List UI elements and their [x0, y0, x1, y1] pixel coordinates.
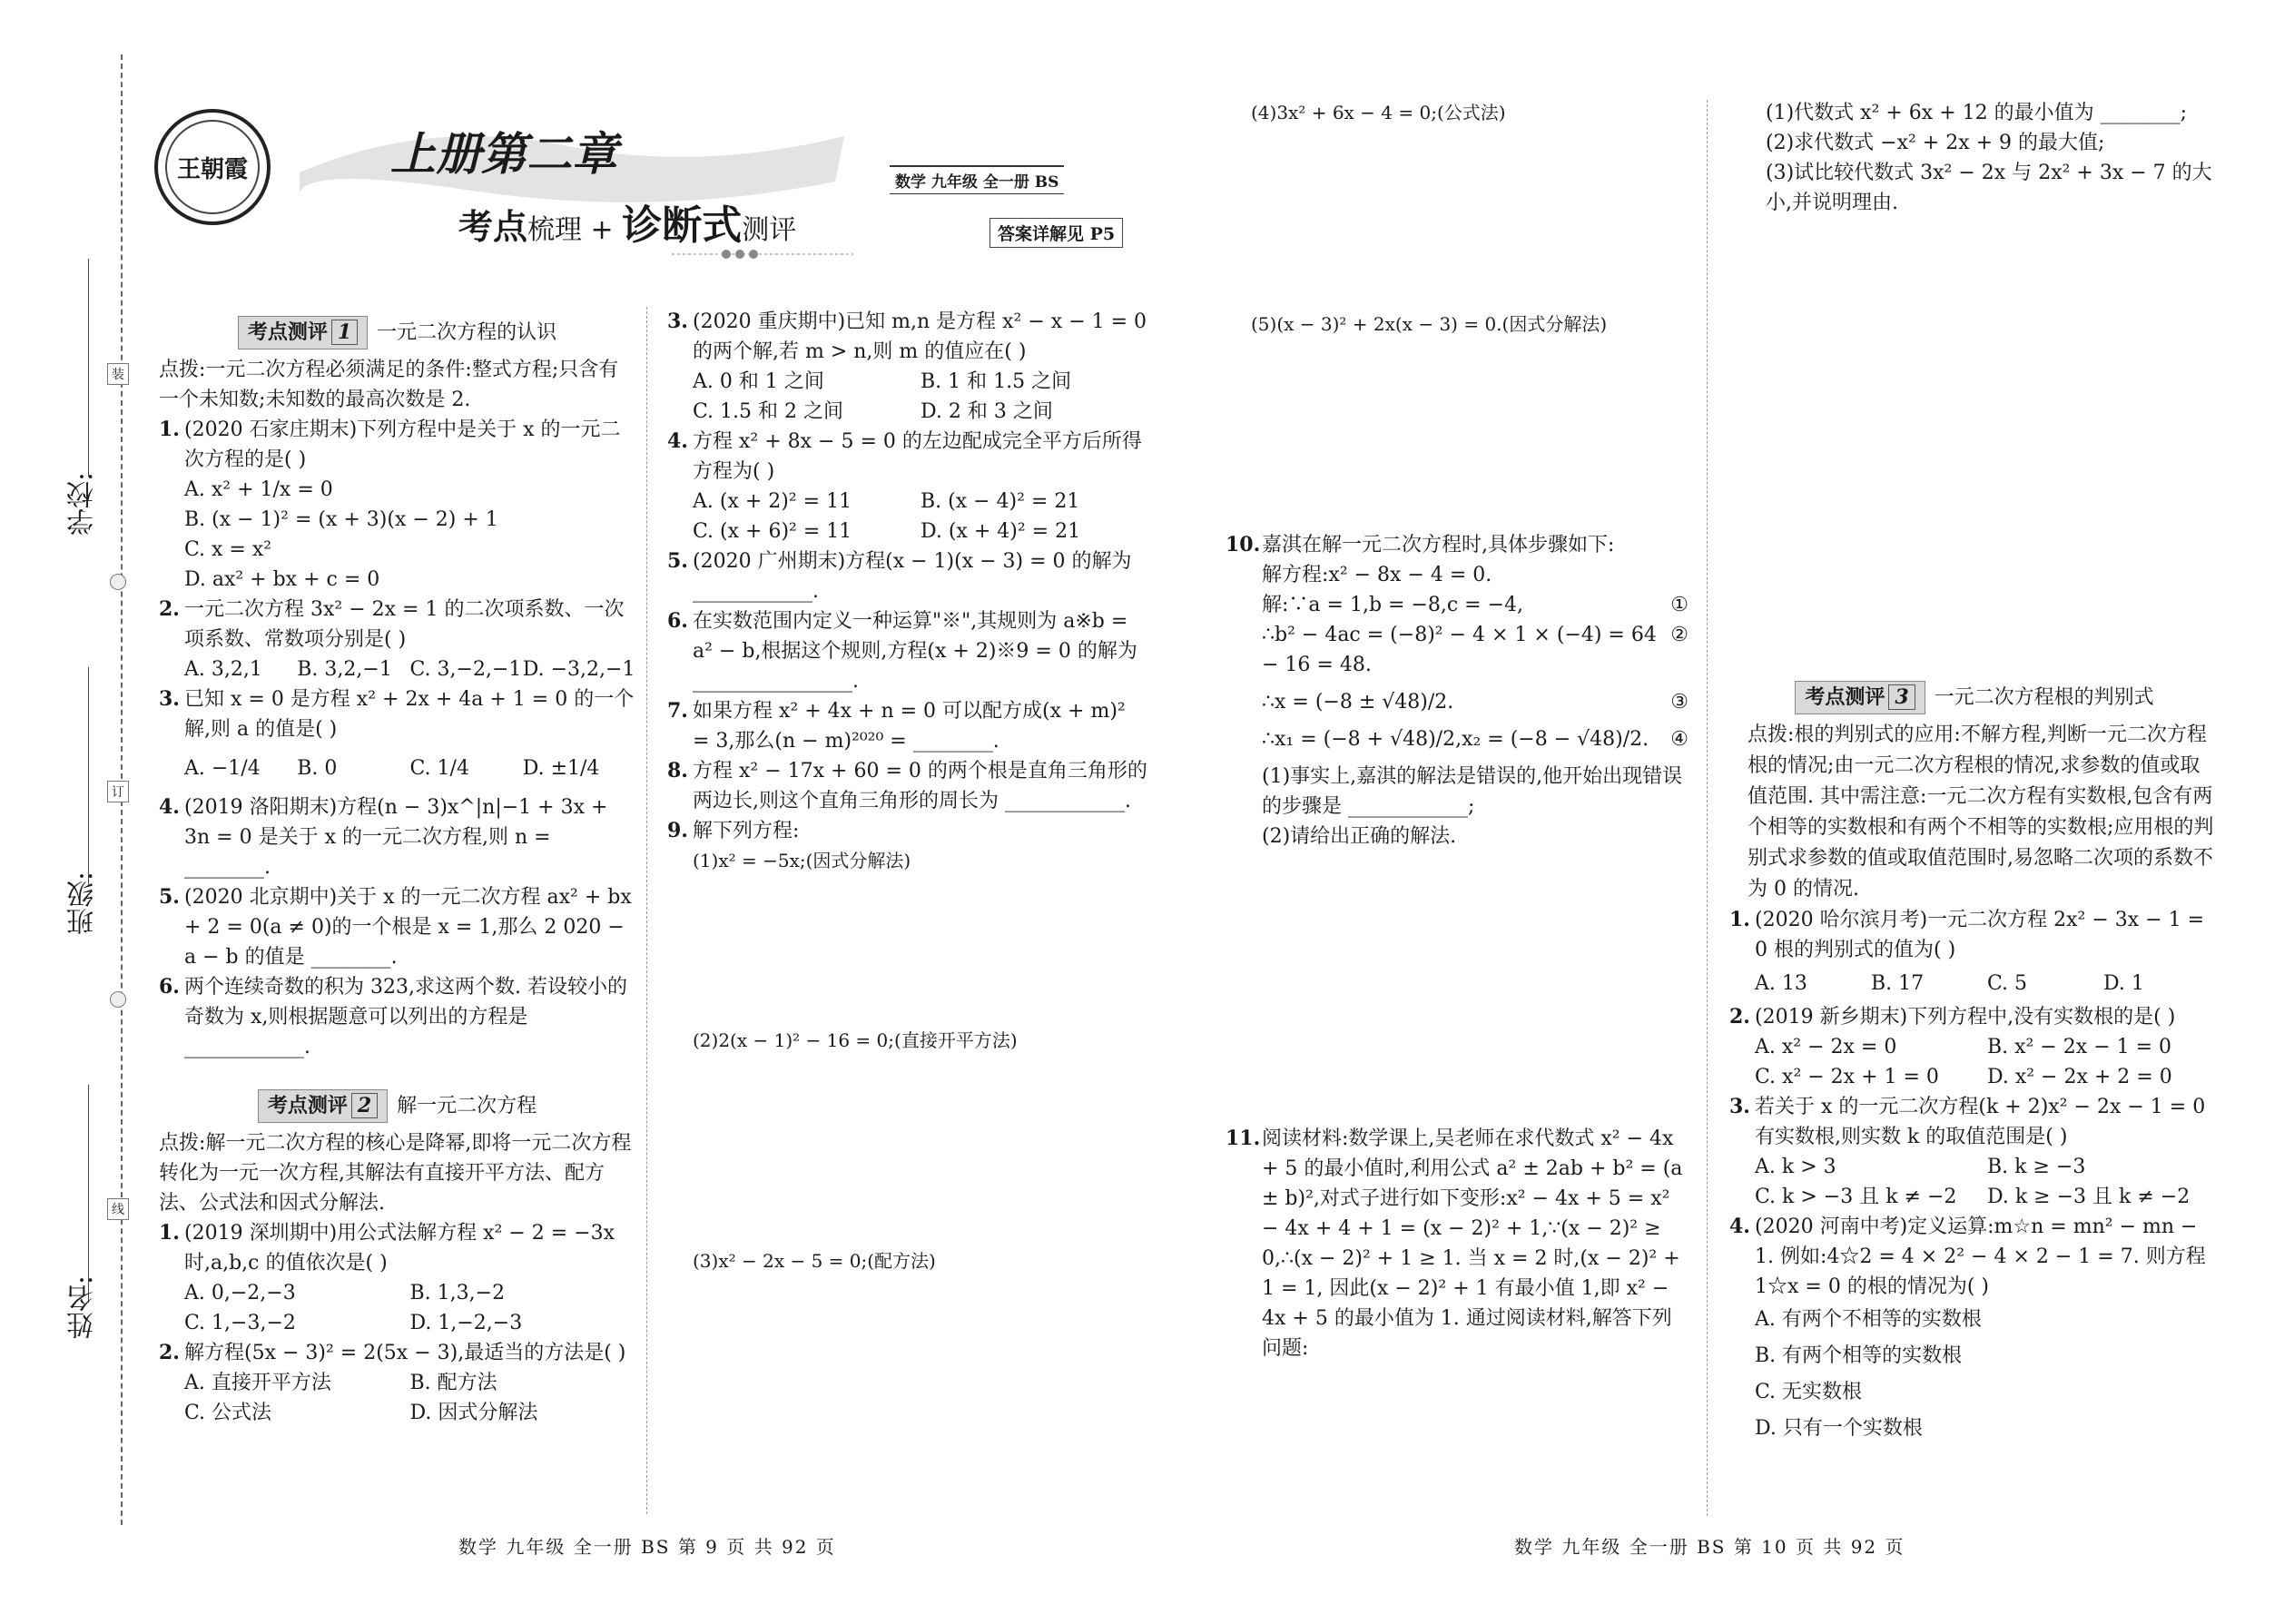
q2-options — [159, 655, 635, 684]
question-10: 10. 嘉淇在解一元二次方程时,具体步骤如下: 解方程:x² − 8x − 4 = 0. 解:∵a = 1,b = −8,c = −4, ① ∴b² − 4ac = (−8)² − 4 × 1 × (−4) = 64 − 16 = 48. ② ∴x = (−8 ± √48)/2. ③ ∴x₁ = (−8 + √48)/2,x₂ = (−8 − √48)/2. ④ (1)事实上,嘉淇的解法是错误的,他开始出现错误的步骤是 ____________; (2)请给出正确的解法. — [1226, 530, 1689, 851]
subtitle — [458, 192, 796, 251]
section-1-heading: 一元二次方程的认识 — [377, 321, 557, 344]
question-6: 6. 两个连续奇数的积为 323,求这两个数. 若设较小的奇数为 x,则根据题意可以列出的方程是 ____________. — [159, 975, 627, 1058]
question-4: 4. (2019 洛阳期末)方程(n − 3)x^|n|−1 + 3x + 3n = 0 是关于 x 的一元二次方程,则 n = ________. — [159, 795, 608, 879]
col-divider-3 — [1707, 100, 1708, 1516]
section-1-tag: 考点测评 1 — [238, 316, 368, 349]
c2q4-option-c[interactable]: C. (x + 6)² = 11 — [693, 520, 852, 543]
footer-right: 数学 九年级 全一册 BS 第 10 页 共 92 页 — [1514, 1536, 1905, 1558]
s2q1-option-c[interactable]: C. 1,−3,−2 — [184, 1312, 296, 1334]
q9-part-3: (3)x² − 2x − 5 = 0;(配方法) — [693, 1250, 936, 1272]
name-label: 姓名: — [67, 1275, 99, 1340]
q3-option-d[interactable]: D. ±1/4 — [522, 757, 600, 780]
bind-mark-1: 装 — [107, 363, 129, 385]
s3q3-option-c[interactable]: C. k > −3 且 k ≠ −2 — [1755, 1186, 1957, 1208]
section-3-heading: 一元二次方程根的判别式 — [1934, 686, 2154, 709]
header — [145, 91, 1144, 272]
logo-text: 王朝霞 — [176, 155, 248, 183]
column-2 — [667, 307, 1148, 1276]
s3q1-options — [1729, 969, 2220, 999]
s2q2-option-b[interactable]: B. 配方法 — [409, 1372, 497, 1394]
q10-sub-2: (2)请给出正确的解法. — [1262, 825, 1457, 848]
question-3: 3. 已知 x = 0 是方程 x² + 2x + 4a + 1 = 0 的一个解,则 a 的值是( ) — [159, 687, 635, 741]
s3q4-options — [1729, 1302, 2220, 1447]
question-5: 5. (2020 北京期中)关于 x 的一元二次方程 ax² + bx + 2 = 0(a ≠ 0)的一个根是 x = 1,那么 2 020 − a − b 的值是 ________. — [159, 885, 632, 969]
c2q4-option-a[interactable]: A. (x + 2)² = 11 — [693, 490, 852, 513]
q10-line-2: 解:∵a = 1,b = −8,c = −4, — [1262, 594, 1524, 616]
q11-sub-2: (2)求代数式 −x² + 2x + 9 的最大值; — [1766, 132, 2105, 154]
s3q4-option-a[interactable]: A. 有两个不相等的实数根 — [1755, 1308, 1982, 1331]
q11-sub-3: (3)试比较代数式 3x² − 2x 与 2x² + 3x − 7 的大小,并说明理由. — [1766, 162, 2212, 214]
s2q2-option-c[interactable]: C. 公式法 — [184, 1402, 272, 1424]
q10-mark-3: ③ — [1670, 691, 1689, 714]
c2q3-option-a[interactable]: A. 0 和 1 之间 — [693, 370, 824, 393]
q2-option-c[interactable]: C. 3,−2,−1 — [409, 658, 522, 681]
section-2-tag: 考点测评 2 — [258, 1089, 388, 1123]
c2q3-options — [667, 367, 1148, 427]
s2q1-option-b[interactable]: B. 1,3,−2 — [409, 1282, 506, 1304]
dot-line-decoration — [672, 245, 853, 263]
section-1-title — [159, 316, 635, 349]
c2-question-4: 4. 方程 x² + 8x − 5 = 0 的左边配成完全平方后所得方程为( ) — [667, 429, 1142, 483]
c2-question-3: 3. (2020 重庆期中)已知 m,n 是方程 x² − x − 1 = 0 的两个解,若 m > n,则 m 的值应在( ) — [667, 310, 1147, 363]
section-2-heading: 解一元二次方程 — [397, 1095, 537, 1117]
q10-mark-2: ② — [1670, 624, 1689, 646]
s3q4-option-c[interactable]: C. 无实数根 — [1755, 1381, 1863, 1403]
q10-line-3: ∴b² − 4ac = (−8)² − 4 × 1 × (−4) = 64 − 16 = 48. — [1262, 624, 1657, 676]
s2q2-option-d[interactable]: D. 因式分解法 — [409, 1402, 538, 1424]
q10-mark-1: ① — [1670, 594, 1689, 616]
logo — [154, 109, 271, 225]
q2-option-d[interactable]: D. −3,2,−1 — [522, 658, 635, 681]
q3-option-b[interactable]: B. 0 — [297, 757, 338, 780]
subtitle-a: 考点 — [458, 207, 528, 247]
s3-question-2: 2. (2019 新乡期末)下列方程中,没有实数根的是( ) — [1729, 1005, 2176, 1029]
class-line — [88, 667, 89, 885]
q1-option-a[interactable]: A. x² + 1/x = 0 — [184, 478, 333, 501]
s2q2-options — [159, 1368, 635, 1428]
s3q2-option-d[interactable]: D. x² − 2x + 2 = 0 — [1987, 1066, 2172, 1088]
bind-circle-1 — [110, 574, 126, 590]
s3q2-option-c[interactable]: C. x² − 2x + 1 = 0 — [1755, 1066, 1939, 1088]
tags-bar: 数学 九年级 全一册 BS — [890, 165, 1064, 194]
chapter-title: 上册第二章 — [390, 128, 617, 181]
q10-line-4: ∴x = (−8 ± √48)/2. — [1262, 691, 1454, 714]
bind-mark-3: 线 — [107, 1198, 129, 1220]
q3-options — [159, 753, 635, 783]
bind-mark-2: 订 — [107, 781, 129, 802]
c2-question-6: 6. 在实数范围内定义一种运算"※",其规则为 a※b = a² − b,根据这个规则,方程(x + 2)※9 = 0 的解为 ________________. — [667, 609, 1137, 693]
q1-option-c[interactable]: C. x = x² — [184, 538, 272, 561]
s2q1-options — [159, 1278, 635, 1338]
s3-question-3: 3. 若关于 x 的一元二次方程(k + 2)x² − 2x − 1 = 0 有实数根,则实数 k 的取值范围是( ) — [1729, 1095, 2206, 1148]
s3q2-option-b[interactable]: B. x² − 2x − 1 = 0 — [1987, 1036, 2172, 1058]
c2q4-option-d[interactable]: D. (x + 4)² = 21 — [921, 520, 1081, 543]
s3q2-options — [1729, 1032, 2220, 1092]
question-11: 11. 阅读材料:数学课上,吴老师在求代数式 x² − 4x + 5 的最小值时,利用公式 a² ± 2ab + b² = (a ± b)²,对式子进行如下变形:x² − 4x + 5 = x² − 4x + 4 + 1 = (x − 2)² + 1,∵(x − 2)² ≥ 0,∴(x − 2)² + 1 ≥ 1. 当 x = 2 时,(x − 2)² + 1 = 1, 因此(x − 2)² + 1 有最小值 1,即 x² − 4x + 5 的最小值为 1. 通过阅读材料,解答下列问题: — [1226, 1127, 1683, 1360]
c2-question-7: 7. 如果方程 x² + 4x + n = 0 可以配方成(x + m)² = 3,那么(n − m)²⁰²⁰ = ________. — [667, 699, 1126, 753]
name-line — [88, 1085, 89, 1303]
section-3-tag: 考点测评 3 — [1795, 681, 1925, 714]
q10-mark-4: ④ — [1670, 728, 1689, 751]
c2q4-option-b[interactable]: B. (x − 4)² = 21 — [921, 490, 1080, 513]
q2-option-b[interactable]: B. 3,2,−1 — [297, 658, 392, 681]
q10-line-1: 解方程:x² − 8x − 4 = 0. — [1262, 564, 1492, 586]
q10-sub-1: (1)事实上,嘉淇的解法是错误的,他开始出现错误的步骤是 ____________; — [1262, 765, 1683, 818]
school-line — [88, 259, 89, 477]
s2q1-option-d[interactable]: D. 1,−2,−3 — [409, 1312, 523, 1334]
column-1 — [159, 307, 635, 1428]
s2-question-1: 1. (2019 深圳期中)用公式法解方程 x² − 2 = −3x 时,a,b,c 的值依次是( ) — [159, 1221, 615, 1275]
class-label: 班级: — [67, 871, 99, 936]
q11-sub-1: (1)代数式 x² + 6x + 12 的最小值为 ________; — [1766, 102, 2188, 124]
s2-question-2: 2. 解方程(5x − 3)² = 2(5x − 3),最适当的方法是( ) — [159, 1341, 626, 1364]
c2q3-option-d[interactable]: D. 2 和 3 之间 — [921, 400, 1053, 423]
s3q3-option-d[interactable]: D. k ≥ −3 且 k ≠ −2 — [1987, 1186, 2191, 1208]
section-3-title — [1729, 681, 2220, 714]
c2q3-option-c[interactable]: C. 1.5 和 2 之间 — [693, 400, 843, 423]
q1-options — [159, 475, 635, 595]
c2q4-options — [667, 487, 1148, 546]
q1-option-b[interactable]: B. (x − 1)² = (x + 3)(x − 2) + 1 — [184, 508, 498, 531]
subtitle-c: 诊断式 — [622, 202, 743, 249]
q9-part-4: (4)3x² + 6x − 4 = 0;(公式法) — [1251, 102, 1506, 123]
section-2-tip: 点拨:解一元二次方程的核心是降幂,即将一元二次方程转化为一元一次方程,其解法有直接开平方法、配方法、公式法和因式分解法. — [159, 1132, 632, 1215]
s3q1-option-d[interactable]: D. 1 — [2103, 972, 2144, 995]
c2-question-8: 8. 方程 x² − 17x + 60 = 0 的两个根是直角三角形的两边长,则这个直角三角形的周长为 ____________. — [667, 759, 1147, 812]
column-4 — [1729, 98, 2220, 1447]
question-1: 1. (2020 石家庄期末)下列方程中是关于 x 的一元二次方程的是( ) — [159, 418, 621, 471]
answer-ref: 答案详解见 P5 — [989, 218, 1123, 248]
q3-option-a[interactable]: A. −1/4 — [184, 757, 261, 780]
q2-option-a[interactable]: A. 3,2,1 — [184, 658, 262, 681]
s3q3-option-b[interactable]: B. k ≥ −3 — [1987, 1156, 2086, 1178]
column-3 — [1226, 98, 1689, 1363]
question-2: 2. 一元二次方程 3x² − 2x = 1 的二次项系数、一次项系数、常数项分别是( ) — [159, 597, 625, 651]
subtitle-d: 测评 — [742, 214, 797, 246]
s3-question-4: 4. (2020 河南中考)定义运算:m☆n = mn² − mn − 1. 例如:4☆2 = 4 × 2² − 4 × 2 − 1 = 7. 则方程 1☆x = 0 的根的情况为( ) — [1729, 1215, 2206, 1298]
section-3-tip: 点拨:根的判别式的应用:不解方程,判断一元二次方程根的情况;由一元二次方程根的情况,求参数的值或取值范围. 其中需注意:一元二次方程有实数根,包含有两个相等的实数根和有两个不相等的实数根;应用根的判别式求参数的值或取值范围时,易忽略二次项的系数不为 0 的情况. — [1748, 723, 2214, 901]
c2-question-9: 9. 解下列方程: — [667, 819, 800, 842]
s3-question-1: 1. (2020 哈尔滨月考)一元二次方程 2x² − 3x − 1 = 0 根的判别式的值为( ) — [1729, 908, 2205, 961]
s2q2-option-a[interactable]: A. 直接开平方法 — [184, 1372, 331, 1394]
c2-question-5: 5. (2020 广州期末)方程(x − 1)(x − 3) = 0 的解为 ____________. — [667, 549, 1132, 603]
q1-option-d[interactable]: D. ax² + bx + c = 0 — [184, 568, 380, 591]
s3q3-option-a[interactable]: A. k > 3 — [1755, 1156, 1836, 1178]
s3q1-option-b[interactable]: B. 17 — [1871, 972, 1925, 995]
q9-part-2: (2)2(x − 1)² − 16 = 0;(直接开平方法) — [693, 1029, 1018, 1051]
q9-part-1: (1)x² = −5x;(因式分解法) — [693, 850, 911, 871]
section-2-title — [159, 1089, 635, 1123]
s2q1-option-a[interactable]: A. 0,−2,−3 — [184, 1282, 296, 1304]
q10-line-5: ∴x₁ = (−8 + √48)/2,x₂ = (−8 − √48)/2. — [1262, 728, 1649, 751]
q3-option-c[interactable]: C. 1/4 — [409, 757, 469, 780]
subtitle-b: 梳理 + — [527, 214, 623, 246]
s3q4-option-d[interactable]: D. 只有一个实数根 — [1755, 1417, 1923, 1440]
q9-part-5: (5)(x − 3)² + 2x(x − 3) = 0.(因式分解法) — [1251, 313, 1608, 335]
s3q3-options — [1729, 1152, 2220, 1212]
footer-left: 数学 九年级 全一册 BS 第 9 页 共 92 页 — [458, 1536, 836, 1558]
s3q1-option-a[interactable]: A. 13 — [1755, 972, 1807, 995]
bind-circle-2 — [110, 991, 126, 1008]
s3q1-option-c[interactable]: C. 5 — [1987, 972, 2028, 995]
s3q2-option-a[interactable]: A. x² − 2x = 0 — [1755, 1036, 1897, 1058]
col-divider-1 — [646, 307, 647, 1514]
c2q3-option-b[interactable]: B. 1 和 1.5 之间 — [921, 370, 1072, 393]
section-1-tip: 点拨:一元二次方程必须满足的条件:整式方程;只含有一个未知数;未知数的最高次数是 2. — [159, 359, 619, 411]
s3q4-option-b[interactable]: B. 有两个相等的实数根 — [1755, 1344, 1963, 1367]
school-label: 学校: — [67, 472, 99, 536]
